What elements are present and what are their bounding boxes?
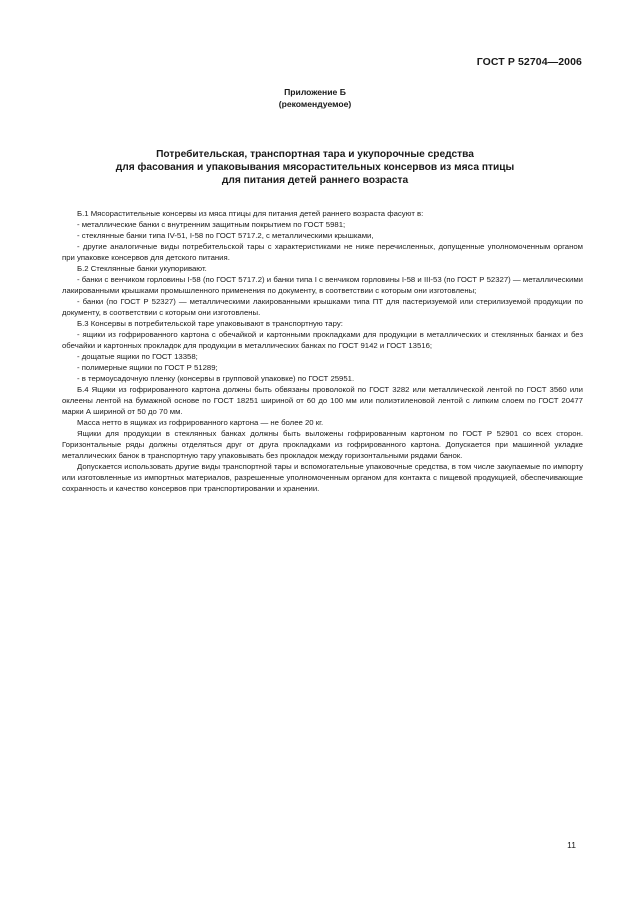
paragraph: Б.1 Мясорастительные консервы из мяса птицы для питания детей раннего возраста фасуют в: bbox=[77, 209, 424, 218]
annex-label: Приложение Б bbox=[284, 87, 346, 97]
annex-heading bbox=[0, 86, 630, 110]
paragraph: - ящики из гофрированного картона с обечайкой и картонными прокладками для продукции в металлических и стеклянных банках и без обечайки и картонных прокладок для продукции в металлических банках по ГОСТ 9142 и ГОСТ 13516; bbox=[62, 330, 583, 350]
paragraph: - дощатые ящики по ГОСТ 13358; bbox=[77, 352, 198, 361]
paragraph: - другие аналогичные виды потребительской тары с характеристиками не ниже перечисленных, допущенные уполномоченным органом при упаковке консервов для детского питания. bbox=[62, 242, 583, 262]
title-line-3: для питания детей раннего возраста bbox=[221, 175, 409, 186]
paragraph: Масса нетто в ящиках из гофрированного картона — не более 20 кг. bbox=[77, 418, 324, 427]
paragraph: - банки с венчиком горловины I-58 (по ГОСТ 5717.2) и банки типа I с венчиком горловины I-58 и III-53 (по ГОСТ Р 52327) — металлическими лакированными крышками промышленного применения по документу, в соответствии с которым они изготовлены; bbox=[62, 275, 583, 295]
paragraph: - стеклянные банки типа IV-51, I-58 по ГОСТ 5717.2, с металлическими крышками, bbox=[77, 231, 374, 240]
paragraph: Б.2 Стеклянные банки укупоривают. bbox=[77, 264, 207, 273]
annex-status: (рекомендуемое) bbox=[278, 99, 352, 109]
body-text bbox=[62, 208, 583, 494]
annex-title bbox=[84, 148, 546, 187]
document-header bbox=[477, 56, 582, 68]
standard-number: ГОСТ Р 52704—2006 bbox=[476, 56, 582, 68]
title-line-2: для фасования и упаковывания мясорастительных консервов из мяса птицы bbox=[115, 162, 515, 173]
paragraph: - банки (по ГОСТ Р 52327) — металлическими лакированными крышками типа ПТ для пастеризуемой или стерилизуемой продукции по документу, в соответствии с которым они изготовлены. bbox=[62, 297, 583, 317]
paragraph: Ящики для продукции в стеклянных банках должны быть выложены гофрированным картоном по ГОСТ Р 52901 со всех сторон. Горизонтальные ряды должны отделяться друг от друга прокладками из гофрированного картона. Допускается при машинной укладке металлических банок в транспортную тару упаковывать без прокладок между горизонтальными рядами банок. bbox=[62, 429, 583, 460]
paragraph: Б.3 Консервы в потребительской таре упаковывают в транспортную тару: bbox=[77, 319, 343, 328]
paragraph: Допускается использовать другие виды транспортной тары и вспомогательные упаковочные средства, в том числе закупаемые по импорту или изготовленные из импортных материалов, разрешенные уполномоченным органом для контакта с пищевой продукцией, обеспечивающие сохранность и качество консервов при транспортировании и хранении. bbox=[62, 462, 583, 493]
paragraph: - полимерные ящики по ГОСТ Р 51289; bbox=[77, 363, 218, 372]
page-number: 11 bbox=[567, 840, 576, 850]
paragraph: - в термоусадочную пленку (консервы в групповой упаковке) по ГОСТ 25951. bbox=[77, 374, 355, 383]
title-line-1: Потребительская, транспортная тара и укупорочные средства bbox=[156, 149, 474, 160]
paragraph: - металлические банки с внутренним защитным покрытием по ГОСТ 5981; bbox=[77, 220, 346, 229]
paragraph: Б.4 Ящики из гофрированного картона должны быть обвязаны проволокой по ГОСТ 3282 или металлической лентой по ГОСТ 3560 или оклеены лентой на бумажной основе по ГОСТ 18251 шириной от 60 до 100 мм или полиэтиленовой лентой с липким слоем по ГОСТ 20477 марки А шириной от 50 до 70 мм. bbox=[62, 385, 583, 416]
